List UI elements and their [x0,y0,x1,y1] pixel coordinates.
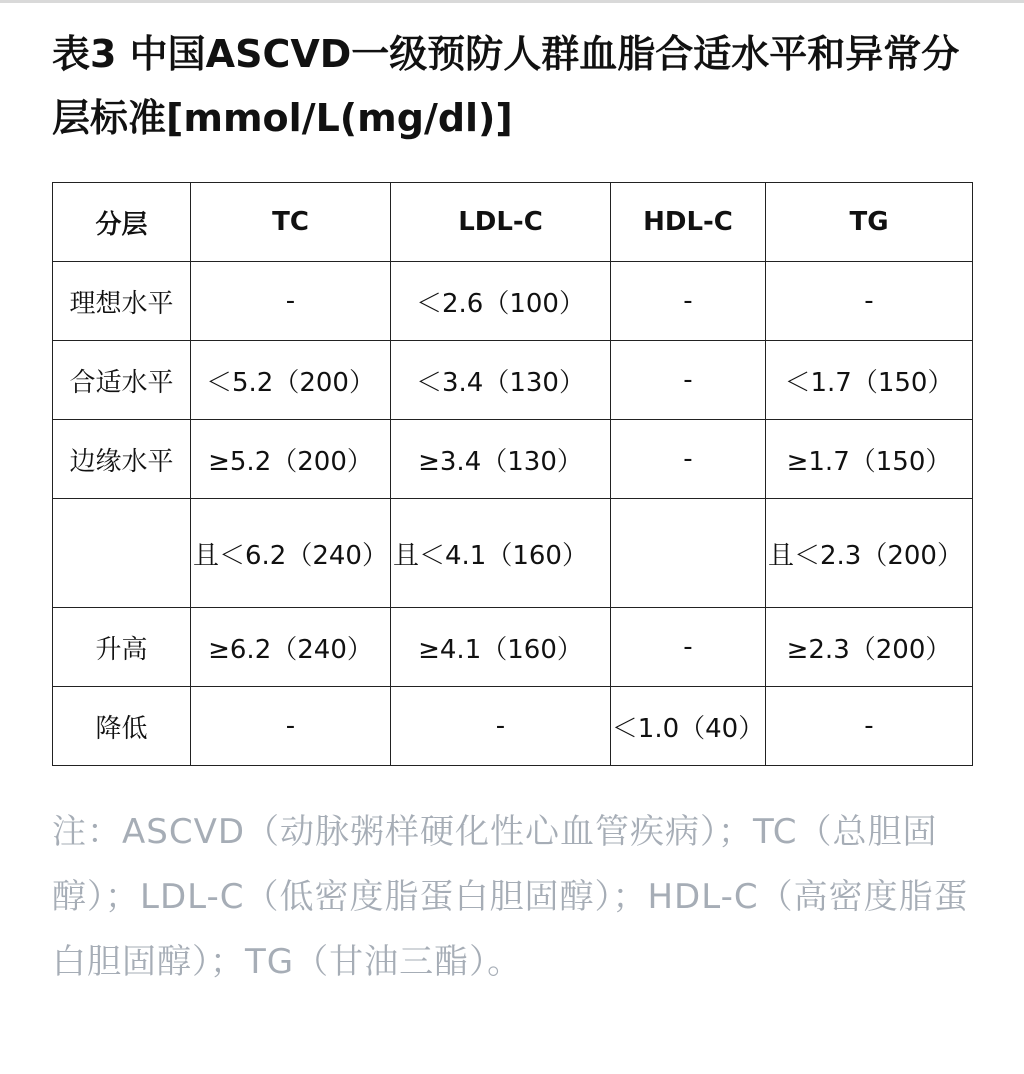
ldl-c-cell: - [391,687,611,766]
tc-cell: ＜5.2（200） [191,341,391,420]
table-title: 表3 中国ASCVD一级预防人群血脂合适水平和异常分层标准[mmol/L(mg/dl)] [52,32,960,140]
row-label: 理想水平 [53,262,191,341]
lipid-table-container [52,182,972,766]
tg-cell: ≥1.7（150） [766,420,973,499]
row-label [53,499,191,608]
hdl-c-cell: ＜1.0（40） [611,687,766,766]
top-edge-shade [0,0,1024,3]
tg-cell: - [766,262,973,341]
tg-cell: ≥2.3（200） [766,608,973,687]
hdl-c-cell: - [611,262,766,341]
table-row [53,262,973,341]
header-tg: TG [766,183,973,262]
table-header-row [53,183,973,262]
ldl-c-cell: ≥3.4（130） [391,420,611,499]
ldl-c-cell: 且＜4.1（160） [391,499,611,608]
header-hdl-c: HDL-C [611,183,766,262]
row-label: 升高 [53,608,191,687]
table-row [53,420,973,499]
header-ldl-c: LDL-C [391,183,611,262]
ldl-c-cell: ＜3.4（130） [391,341,611,420]
row-label: 边缘水平 [53,420,191,499]
table-row [53,499,973,608]
tc-cell: 且＜6.2（240） [191,499,391,608]
tc-cell: ≥5.2（200） [191,420,391,499]
hdl-c-cell: - [611,608,766,687]
tg-cell: - [766,687,973,766]
ldl-c-cell: ＜2.6（100） [391,262,611,341]
header-stratum: 分层 [53,183,191,262]
ldl-c-cell: ≥4.1（160） [391,608,611,687]
header-tc: TC [191,183,391,262]
table-row [53,341,973,420]
row-label: 降低 [53,687,191,766]
tc-cell: ≥6.2（240） [191,608,391,687]
tg-cell: ＜1.7（150） [766,341,973,420]
hdl-c-cell: - [611,341,766,420]
row-label: 合适水平 [53,341,191,420]
lipid-stratification-table [52,182,973,766]
hdl-c-cell [611,499,766,608]
table-footnote: 注：ASCVD（动脉粥样硬化性心血管疾病）；TC（总胆固醇）；LDL-C（低密度脂蛋白胆固醇）；HDL-C（高密度脂蛋白胆固醇）；TG（甘油三酯）。 [52,812,969,982]
tc-cell: - [191,687,391,766]
table-row [53,687,973,766]
hdl-c-cell: - [611,420,766,499]
table-row [53,608,973,687]
tc-cell: - [191,262,391,341]
tg-cell: 且＜2.3（200） [766,499,973,608]
